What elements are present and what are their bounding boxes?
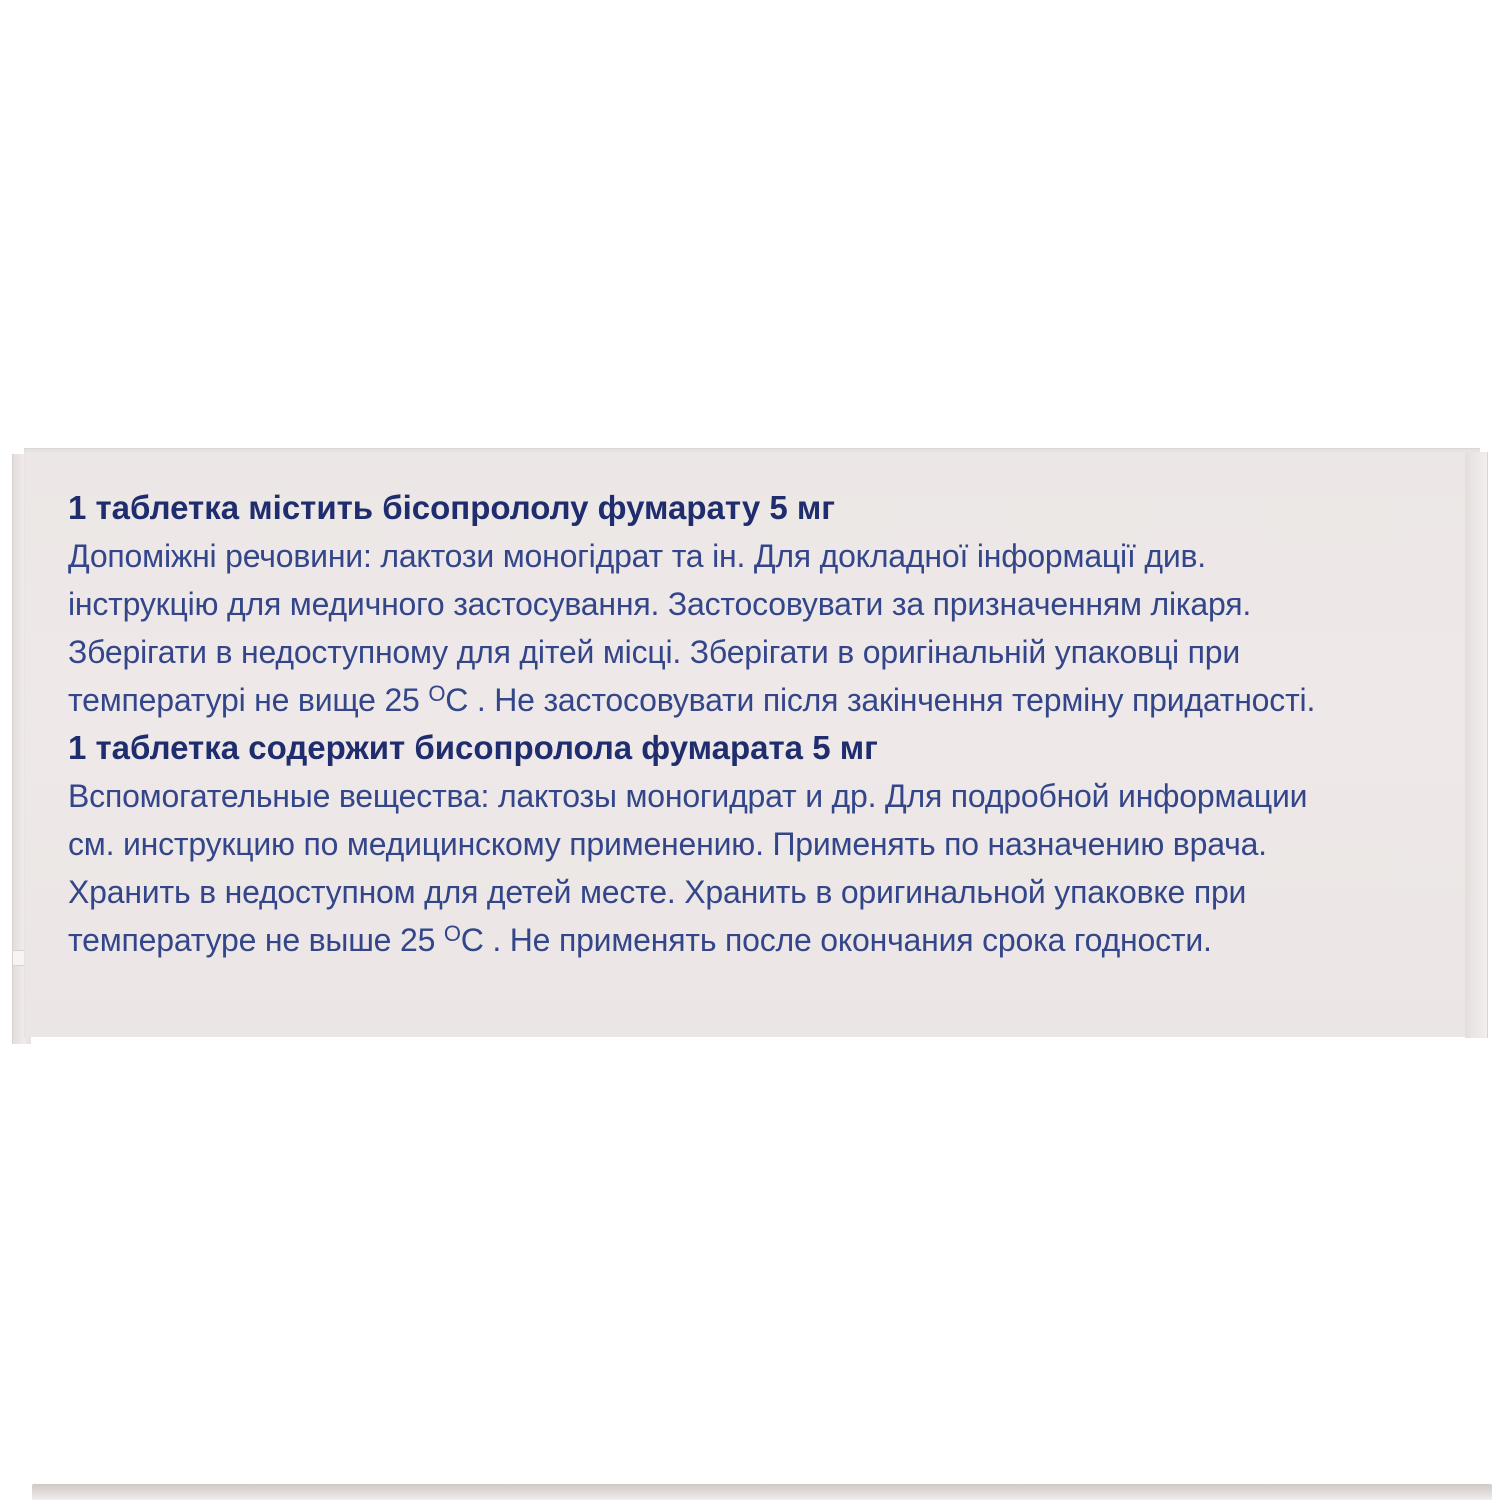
ukrainian-temp-text: температурі не вище 25 xyxy=(68,682,429,718)
degree-symbol: O xyxy=(443,921,461,946)
box-bottom-edge xyxy=(32,1484,1492,1500)
ukrainian-text-line: Зберігати в недоступному для дітей місці. Зберігати в оригінальній упаковці при xyxy=(68,634,1240,670)
russian-text-line: Хранить в недоступном для детей месте. Хранить в оригинальной упаковке при xyxy=(68,874,1247,910)
degree-symbol: O xyxy=(428,681,446,706)
russian-text-line: см. инструкцию по медицинскому применению. Применять по назначению врача. xyxy=(68,826,1267,862)
box-right-flap xyxy=(1465,452,1488,1038)
ukrainian-composition-heading: 1 таблетка містить бісопрололу фумарату 5 мг xyxy=(68,489,836,526)
russian-temp-text: температуре не выше 25 xyxy=(68,922,444,958)
russian-text-line: Вспомогательные вещества: лактозы моногидрат и др. Для подробной информации xyxy=(68,778,1308,814)
russian-composition-heading: 1 таблетка содержит бисопролола фумарата 5 мг xyxy=(68,729,878,766)
ukrainian-text-line: інструкцію для медичного застосування. Застосовувати за призначенням лікаря. xyxy=(68,586,1252,622)
russian-storage-temp-line xyxy=(68,916,1468,964)
ukrainian-storage-temp-line xyxy=(68,676,1468,724)
package-text xyxy=(68,484,1468,964)
ukrainian-text-line: Допоміжні речовини: лактози моногідрат та ін. Для докладної інформації див. xyxy=(68,538,1206,574)
ukrainian-temp-text-end: C . Не застосовувати після закінчення терміну придатності. xyxy=(445,682,1316,718)
russian-temp-text-end: C . Не применять после окончания срока годности. xyxy=(460,922,1212,958)
